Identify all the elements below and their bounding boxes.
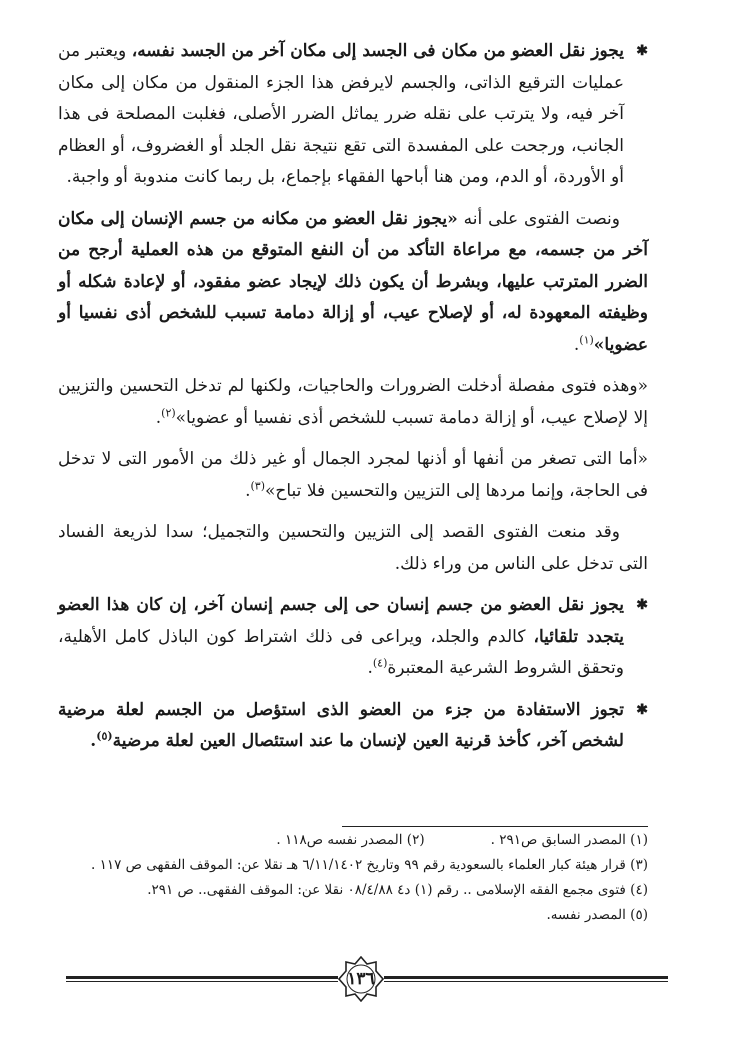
prohibition-text: وقد منعت الفتوى القصد إلى التزيين والتحسين والتجميل؛ سدا لذريعة الفساد التى تدخل على الناس من وراء ذلك. (58, 522, 648, 574)
footnote-ref-3: (٣) (250, 478, 265, 492)
ruling-item-1 (58, 36, 648, 194)
footnotes (58, 822, 648, 928)
ruling-item-1-lead: يجوز نقل العضو من مكان فى الجسد إلى مكان آخر من الجسد نفسه، (131, 41, 624, 61)
footnote-ref-5: (٥) (96, 729, 113, 743)
footnote-ref-2: (٢) (161, 405, 176, 419)
main-text (58, 36, 648, 768)
fatwa-lead: ونصت الفتوى على أنه (463, 208, 620, 229)
footnote-ref-1: (١) (579, 332, 594, 346)
cosmetic-end: . (245, 480, 251, 501)
bullet-star-icon: ✱ (636, 597, 648, 613)
cosmetic-paragraph (58, 444, 648, 507)
footnote-5: (٥) المصدر نفسه. (546, 907, 648, 923)
page-number: ١٣٦ (347, 969, 375, 989)
ruling-item-3-end: . (90, 731, 97, 751)
ruling-item-3-text: تجوز الاستفادة من جزء من العضو الذى استؤصل من الجسم لعلة مرضية لشخص آخر، كأخذ قرنية العين لإنسان ما عند استئصال العين لعلة مرضية (58, 699, 624, 751)
ruling-item-2-text: كالدم والجلد، ويراعى فى ذلك اشتراط كون الباذل كامل الأهلية، وتحقق الشروط الشرعية المعتبرة (58, 626, 624, 678)
ruling-item-2 (58, 590, 648, 685)
detail-quote: «وهذه فتوى مفصلة أدخلت الضرورات والحاجيات، ولكنها لم تدخل التحسين والتزيين إلا لإصلاح عيب، أو إزالة دمامة تسبب للشخص أذى نفسيا أو عضويا» (58, 376, 648, 428)
ruling-item-2-lead: يجوز نقل العضو من جسم إنسان حى إلى جسم إنسان آخر، إن كان هذا العضو يتجدد تلقائيا، (58, 595, 624, 647)
ruling-item-1-text: ويعتبر من عمليات الترقيع الذاتى، والجسم لايرفض هذا الجزء المنقول من مكان إلى مكان آخر فيه، ولا يترتب على نقله ضرر يماثل الضرر الأصلى، فغلبت المصلحة فى هذا الجانب، ورجحت على المفسدة التى تقع نتيجة نقل الجلد أو الغضروف، أو العظام أو الأوردة، أو الدم، ومن هنا أباحها الفقهاء بإجماع، بل ربما كانت مندوبة أو واجبة. (58, 41, 624, 187)
footnote-1: (١) المصدر السابق ص٢٩١ . (490, 832, 648, 848)
footnote-row (58, 828, 648, 853)
detail-end: . (155, 407, 162, 428)
bullet-star-icon: ✱ (636, 701, 648, 718)
cosmetic-quote: «أما التى تصغر من أنفها أو أذنها لمجرد الجمال أو غير ذلك من الأمور التى لا تدخل فى الحاجة، وإنما مردها إلى التزيين والتحسين فلا تباح» (58, 449, 648, 501)
prohibition-paragraph (58, 517, 648, 580)
fatwa-end: . (573, 334, 580, 355)
ruling-item-3 (58, 695, 648, 758)
ruling-item-2-end: . (367, 658, 373, 678)
footnote-ref-4: (٤) (372, 656, 388, 670)
bullet-star-icon: ✱ (636, 43, 648, 59)
fatwa-quote: «يجوز نقل العضو من مكانه من جسم الإنسان إلى مكان آخر من جسمه، مع مراعاة التأكد من أن النفع المتوقع من هذه العملية أرجح من الضرر المترتب عليها، وبشرط أن يكون ذلك لإيجاد عضو مفقود، أو لإعادة شكله أو وظيفته المعهودة له، أو لإصلاح عيب، أو إزالة دمامة تسبب للشخص أذى نفسيا أو عضويا» (58, 208, 648, 355)
footnote-2: (٢) المصدر نفسه ص١١٨ . (276, 832, 425, 848)
fatwa-paragraph (58, 204, 648, 362)
detail-paragraph (58, 371, 648, 434)
footnote-4: (٤) فتوى مجمع الفقه الإسلامى .. رقم (١) د٤ ٠٨/٤/٨٨ نقلا عن: الموقف الفقهى.. ص ٢٩١. (147, 882, 648, 898)
footnote-3: (٣) قرار هيئة كبار العلماء بالسعودية رقم ٩٩ وتاريخ ٦/١١/١٤٠٢ هـ نقلا عن: الموقف الفقهى ص ١١٧ . (91, 857, 648, 873)
